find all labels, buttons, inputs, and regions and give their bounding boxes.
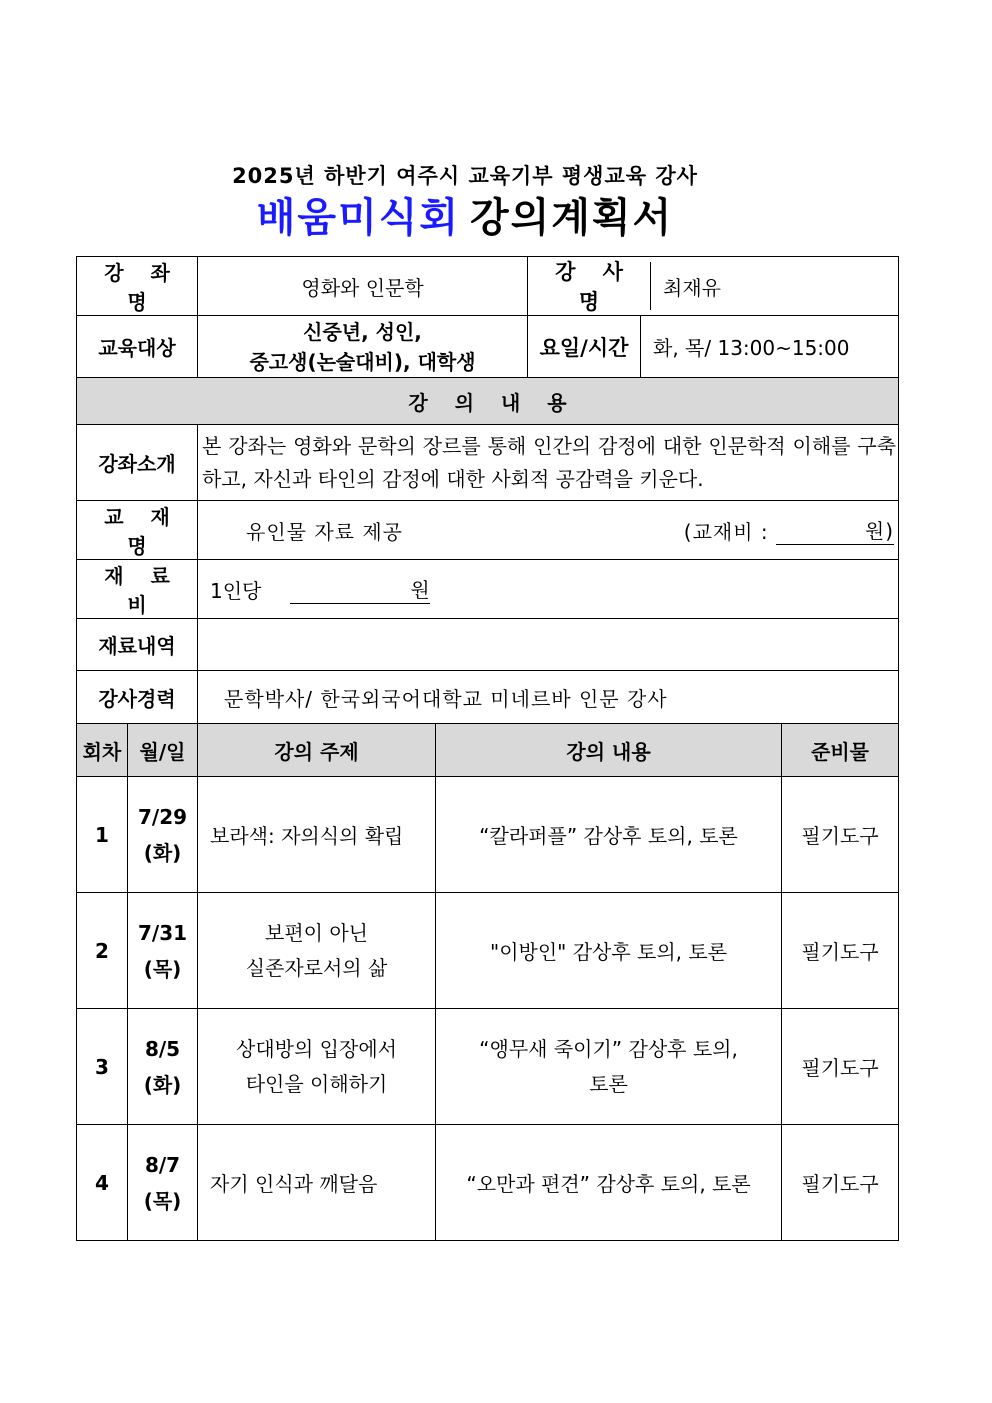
course-row [77,257,899,316]
day-value: (화) [143,1072,182,1097]
topic-line: 실존자로서의 삶 [245,955,388,980]
material-fee-blank [290,574,430,604]
material-fee-row [77,560,899,619]
session-content [436,893,782,1009]
header-session: 회차 [77,724,128,777]
target-value [198,316,528,378]
schedule-label: 요일/시간 [528,316,641,377]
textbook-cell [198,501,899,560]
header-prep: 준비물 [782,724,899,777]
day-value: (화) [143,840,182,865]
textbook-fee-suffix: 원) [864,519,895,543]
session-date [128,777,198,893]
content-line: 토론 [589,1071,628,1096]
target-line-2: 중고생(논술대비), 대학생 [249,349,476,374]
document-subtitle: 2025년 하반기 여주시 교육기부 평생교육 강사 [232,164,698,188]
session-prep: 필기도구 [782,1009,899,1125]
content-line: “칼라퍼플” 감상후 토의, 토론 [479,824,738,848]
session-date [128,893,198,1009]
intro-label: 강좌소개 [77,425,198,501]
material-list-row [77,619,899,671]
title-rest: 강의계획서 [470,195,674,241]
day-value: (목) [143,1188,182,1213]
session-content [436,1009,782,1125]
course-value: 영화와 인문학 [198,257,528,316]
session-topic [198,1009,436,1125]
career-label: 강사경력 [77,671,198,724]
schedule-header-row [77,724,899,777]
target-row [77,316,899,378]
session-topic [198,1125,436,1241]
topic-line: 상대방의 입장에서 [236,1036,397,1061]
textbook-fee-prefix: (교재비 : [683,520,769,544]
table-row [77,777,899,893]
title-accent: 배움미식회 [256,195,460,241]
document-title [0,186,930,243]
topic-line: 보편이 아닌 [265,920,368,945]
textbook-row [77,501,899,560]
content-line: "이방인" 감상후 토의, 토론 [490,940,728,964]
session-number: 2 [77,893,128,1009]
material-list-label: 재료내역 [77,619,198,671]
schedule-value: 화, 목/ 13:00~15:00 [653,336,850,360]
session-date [128,1125,198,1241]
topic-line: 타인을 이해하기 [245,1071,388,1096]
session-date [128,1009,198,1125]
material-fee-label: 재 료 비 [77,560,198,619]
date-value: 8/7 [144,1152,181,1177]
intro-row [77,425,899,501]
header-content: 강의 내용 [436,724,782,777]
material-fee-prefix: 1인당 [210,579,262,603]
header-topic: 강의 주제 [198,724,436,777]
session-prep: 필기도구 [782,777,899,893]
day-value: (목) [143,956,182,981]
target-label: 교육대상 [77,316,198,378]
target-line-1: 신중년, 성인, [303,319,422,344]
session-topic [198,893,436,1009]
lecture-plan-table [76,256,899,1241]
date-value: 8/5 [144,1036,181,1061]
material-list-value [198,619,899,671]
session-content [436,777,782,893]
textbook-fee [684,515,894,545]
session-content [436,1125,782,1241]
date-value: 7/29 [137,804,188,829]
career-value: 문학박사/ 한국외국어대학교 미네르바 인문 강사 [198,671,899,724]
session-number: 4 [77,1125,128,1241]
textbook-fee-blank [776,515,894,545]
content-line: “오만과 편견” 감상후 토의, 토론 [466,1172,751,1196]
session-number: 3 [77,1009,128,1125]
session-prep: 필기도구 [782,1125,899,1241]
table-row [77,893,899,1009]
header-date: 월/일 [128,724,198,777]
section-title: 강 의 내 용 [77,378,899,425]
topic-line: 자기 인식과 깨달음 [210,1172,378,1196]
instructor-value: 최재유 [663,275,721,300]
topic-line: 보라색: 자의식의 확립 [210,824,404,848]
instructor-label: 강 사 명 [528,262,651,310]
table-row [77,1125,899,1241]
session-number: 1 [77,777,128,893]
section-title-row [77,378,899,425]
date-value: 7/31 [137,920,188,945]
textbook-label: 교 재 명 [77,501,198,560]
table-row [77,1009,899,1125]
career-row [77,671,899,724]
material-fee-suffix: 원 [410,578,430,602]
material-fee-cell [198,560,899,619]
textbook-value: 유인물 자료 제공 [246,519,403,544]
course-label: 강 좌 명 [77,257,198,316]
content-line: “앵무새 죽이기” 감상후 토의, [479,1036,738,1061]
session-topic [198,777,436,893]
session-prep: 필기도구 [782,893,899,1009]
intro-text: 본 강좌는 영화와 문학의 장르를 통해 인간의 감정에 대한 인문학적 이해를 구축하고, 자신과 타인의 감정에 대한 사회적 공감력을 키운다. [198,425,899,501]
